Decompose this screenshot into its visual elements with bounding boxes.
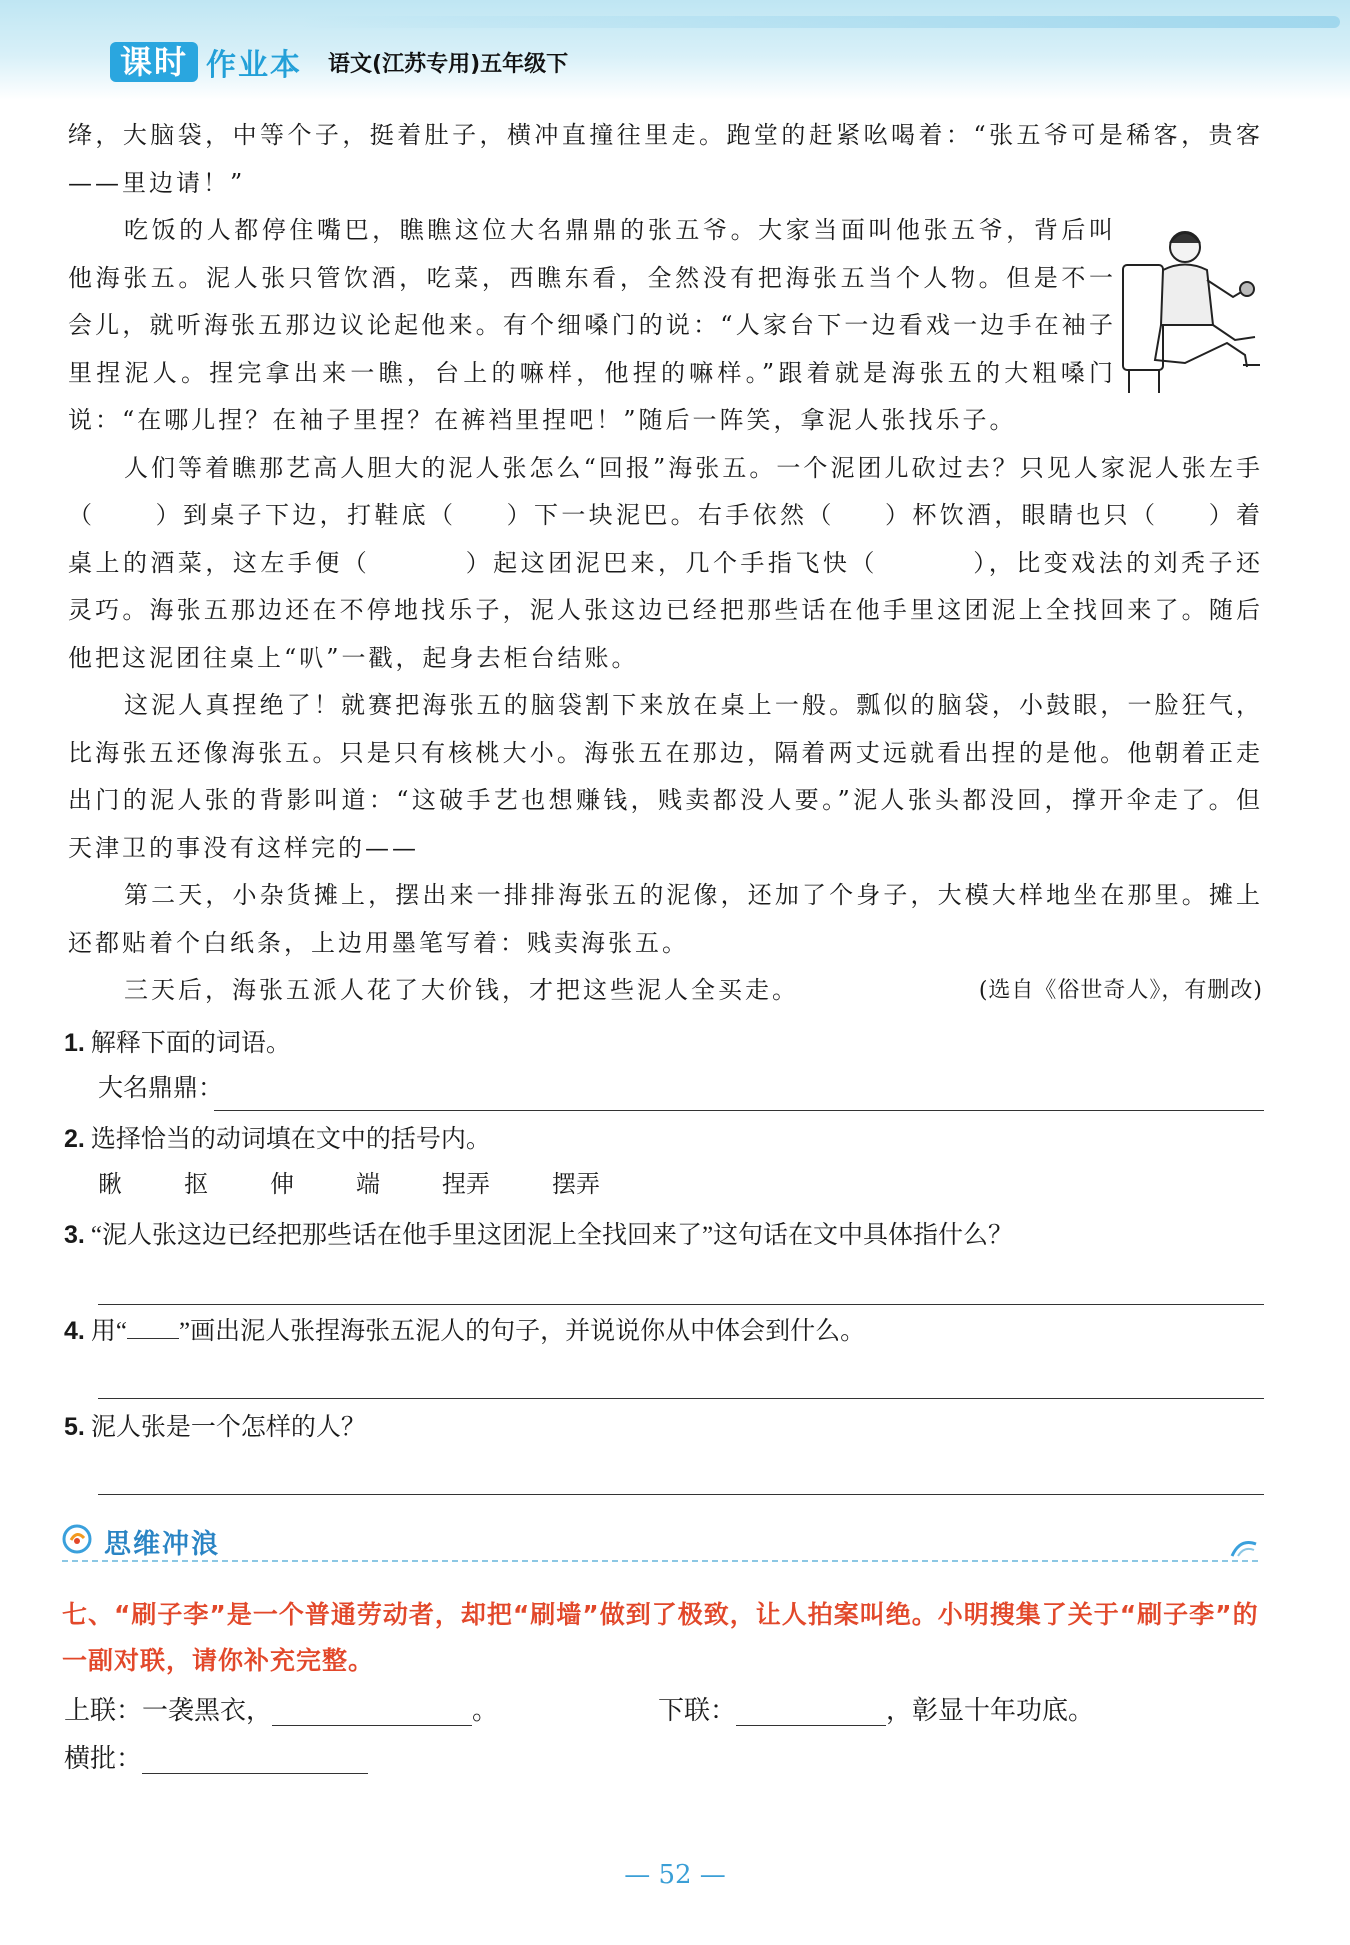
verb-options [98,1162,662,1208]
passage-para-5: 三天后，海张五派人花了大价钱，才把这些泥人全买走。 (选自《俗世奇人》，有删改) [68,967,1263,1015]
question-1-word: 大名鼎鼎： [98,1075,224,1102]
verb-option: 伸 [270,1172,294,1198]
verb-option: 端 [356,1172,380,1198]
horizontal-scroll-blank[interactable] [142,1749,368,1774]
passage-para-1: 吃饭的人都停住嘴巴，瞧瞧这位大名鼎鼎的张五爷。大家当面叫他张五爷，背后叫他海张五。泥人张只管饮酒，吃菜，西瞧东看，全然没有把海张五当个人物。但是不一会儿，就听海张五那边议论起他来。有个细嗓门的说：“人家台下一边看戏一边手在袖子里捏泥人。捏完拿出来一瞧，台上的嘛样，他捏的嘛样。”跟着就是海张五的大粗嗓门说：“在哪儿捏？在袖子里捏？在裤裆里捏吧！”随后一阵笑，拿泥人张找乐子。 [68,216,1116,434]
swirl-icon [62,1524,92,1554]
page-number: — 52 — [624,1860,726,1890]
source-note: (选自《俗世奇人》，有删改) [978,978,1263,1003]
verb-option: 捏弄 [442,1172,490,1198]
upper-couplet-blank[interactable] [272,1701,472,1726]
subject-label: 语文(江苏专用)五年级下 [328,51,569,77]
horizontal-scroll: 横批： [64,1738,368,1775]
passage-para-2: 人们等着瞧那艺高人胆大的泥人张怎么“回报”海张五。一个泥团儿砍过去？只见人家泥人张左手（ ）到桌子下边，打鞋底（ ）下一块泥巴。右手依然（ ）杯饮酒，眼睛也只（ ）着桌上的酒菜，这左手便（ ）起这团泥巴来，几个手指飞快（ ），比变戏法的刘秃子还灵巧。海张五那边还在不停地找乐子，泥人张这边已经把那些话在他手里这团泥上全找回来了。随后他把这泥团往桌上“叭”一戳，起身去柜台结账。 [68,453,1264,672]
verb-option: 瞅 [98,1172,122,1198]
question-2: 2. 选择恰当的动词填在文中的括号内。 [64,1125,491,1153]
wave-icon [1230,1534,1258,1558]
verb-option: 抠 [184,1172,208,1198]
section-title: 思维冲浪 [104,1529,220,1560]
question-3: 3. “泥人张这边已经把那些话在他手里这团泥上全找回来了”这句话在文中具体指什么？ [64,1221,1014,1249]
brand-title: 作业本 [206,48,303,83]
page-header [0,0,1350,100]
seated-man-illustration [1115,225,1270,395]
underline-sample [127,1316,179,1339]
upper-couplet: 上联：一袭黑衣， 。 [64,1696,499,1725]
section-banner [62,1520,1258,1562]
verb-option: 摆弄 [552,1172,600,1198]
passage-para-4: 第二天，小杂货摊上，摆出来一排排海张五的泥像，还加了个身子，大模大样地坐在那里。摊上还都贴着个白纸条，上边用墨笔写着：贱卖海张五。 [68,881,1263,957]
brand [110,42,568,82]
lower-couplet-blank[interactable] [736,1701,886,1726]
answer-line[interactable] [98,1304,1264,1305]
question-4: 4. 用“ ”画出泥人张捏海张五泥人的句子，并说说你从中体会到什么。 [64,1317,866,1345]
reading-passage [68,112,1263,1015]
answer-line[interactable] [214,1110,1264,1111]
answer-line[interactable] [98,1494,1264,1495]
question-5: 5. 泥人张是一个怎样的人？ [64,1413,366,1441]
answer-line[interactable] [98,1398,1264,1399]
brand-badge: 课时 [110,42,198,82]
lower-couplet: 下联： ，彰显十年功底。 [658,1696,1095,1725]
question-1: 1. 解释下面的词语。 [64,1029,291,1057]
task-instruction: 七、“刷子李”是一个普通劳动者，却把“刷墙”做到了极致，让人拍案叫绝。小明搜集了关于“刷子李”的一副对联，请你补充完整。 [62,1600,1259,1675]
passage-para-3: 这泥人真捏绝了！就赛把海张五的脑袋割下来放在桌上一般。瓢似的脑袋，小鼓眼，一脸狂气，比海张五还像海张五。只是只有核桃大小。海张五在那边，隔着两丈远就看出捏的是他。他朝着正走出门的泥人张的背影叫道：“这破手艺也想赚钱，贱卖都没人要。”泥人张头都没回，撑开伞走了。但天津卫的事没有这样完的—— [68,691,1263,862]
passage-para-0: 绛，大脑袋，中等个子，挺着肚子，横冲直撞往里走。跑堂的赶紧吆喝着：“张五爷可是稀客，贵客——里边请！” [68,121,1263,197]
